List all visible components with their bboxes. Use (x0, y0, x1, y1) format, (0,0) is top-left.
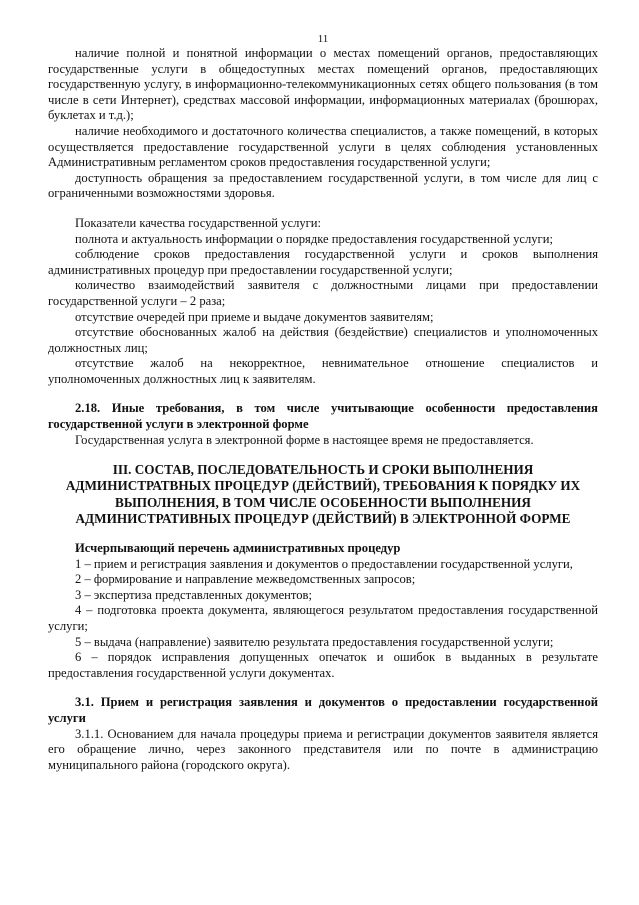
quality-item: соблюдение сроков предоставления государственной услуги и сроков выполнения административных процедур при предоставлении государственной услуги; (48, 247, 598, 277)
page-number: 11 (317, 33, 329, 45)
section-2-18-heading: 2.18. Иные требования, в том числе учитывающие особенности предоставления государственной услуги в электронной форме (48, 401, 598, 432)
quality-item: отсутствие жалоб на некорректное, невнимательное отношение специалистов и уполномоченных должностных лиц к заявителям. (48, 356, 598, 386)
quality-item: отсутствие обоснованных жалоб на действия (бездействие) специалистов и уполномоченных должностных лиц; (48, 325, 598, 355)
quality-item: отсутствие очередей при приеме и выдаче документов заявителям; (75, 309, 434, 324)
section-3-1-heading: 3.1. Прием и регистрация заявления и документов о предоставлении государственной услуги (48, 695, 598, 725)
section-3-1-text: 3.1.1. Основанием для начала процедуры приема и регистрации документов заявителя является его обращение лично, через законного представителя или по почте в администрацию муниципального района (городского округа). (48, 726, 598, 772)
procedure-item: 2 – формирование и направление межведомственных запросов; (75, 572, 416, 587)
quality-heading: Показатели качества государственной услуги: (75, 215, 322, 230)
paragraph: наличие необходимого и достаточного количества специалистов, а также помещений, в которых осуществляется предоставление государственной услуги в целях соблюдения установленных Административным регламентом сроков предоставления государственной услуги; (48, 123, 598, 170)
procedure-item: 1 – прием и регистрация заявления и документов о предоставлении государственной услуги, (75, 556, 573, 571)
paragraph: доступность обращения за предоставлением государственной услуги, в том числе для лиц с ограниченными возможностями здоровья. (48, 170, 598, 201)
procedures-heading: Исчерпывающий перечень административных процедур (75, 541, 401, 556)
quality-item: полнота и актуальность информации о порядке предоставления государственной услуги; (75, 231, 553, 246)
quality-item: количество взаимодействий заявителя с должностными лицами при предоставлении государственной услуги – 2 раза; (48, 278, 598, 308)
procedure-item: 5 – выдача (направление) заявителю результата предоставления государственной услуги; (75, 634, 554, 649)
paragraph: наличие полной и понятной информации о местах помещений органов, предоставляющих государственные услуги в общедоступных местах помещений органов, предоставляющих государственную услугу, в информационно-телекоммуникационных сетях общего пользования (в том числе в сети Интернет), средствах массовой информации, информационных материалах (брошюрах, буклетах и т.д.); (48, 46, 598, 123)
procedure-item: 4 – подготовка проекта документа, являющегося результатом предоставления государственной услуги; (48, 603, 598, 634)
procedure-item: 6 – порядок исправления допущенных опечаток и ошибок в выданных в результате предоставления государственной услуги документах. (48, 650, 598, 680)
section-3-title: III. СОСТАВ, ПОСЛЕДОВАТЕЛЬНОСТЬ И СРОКИ ВЫПОЛНЕНИЯ АДМИНИСТРАТВНЫХ ПРОЦЕДУР (ДЕЙСТВИЙ), ТРЕБОВАНИЯ К ПОРЯДКУ ИХ ВЫПОЛНЕНИЯ, В ТОМ ЧИСЛЕ ОСОБЕННОСТИ ВЫПОЛНЕНИЯ АДМИНИСТРАТИВНЫХ ПРОЦЕДУР (ДЕЙСТВИЙ) В ЭЛЕКТРОННОЙ ФОРМЕ (65, 462, 581, 526)
procedure-item: 3 – экспертиза представленных документов; (75, 587, 313, 602)
section-2-18-text: Государственная услуга в электронной форме в настоящее время не предоставляется. (75, 432, 534, 447)
